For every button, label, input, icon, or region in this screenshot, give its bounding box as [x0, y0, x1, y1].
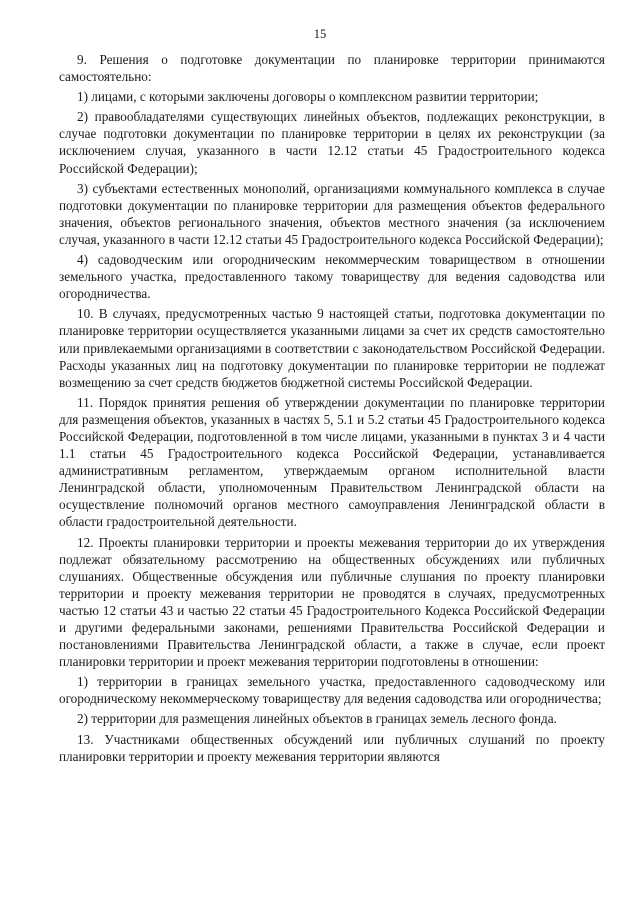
paragraph-10: 10. В случаях, предусмотренных частью 9 настоящей статьи, подготовка документации по планировке территории осуществляется указанными лицами за счет их средств самостоятельно или привлекаемыми организациями в соответствии с законодательством Российской Федерации. Расходы указанных лиц на подготовку документации по планировке территории не подлежат возмещению за счет средств бюджетов бюджетной системы Российской Федерации.	[59, 306, 605, 390]
paragraph-13: 13. Участниками общественных обсуждений или публичных слушаний по проекту планировки территории и проекту межевания территории являются	[59, 731, 605, 764]
paragraph-12-item-1: 1) территории в границах земельного участка, предоставленного садоводческому или огородническому некоммерческому товариществу для ведения садоводства или огородничества;	[59, 674, 605, 707]
paragraph-9-item-1: 1) лицами, с которыми заключены договоры о комплексном развитии территории;	[77, 89, 539, 105]
paragraph-9: 9. Решения о подготовке документации по планировке территории принимаются самостоятельно:	[59, 52, 605, 85]
paragraph-12: 12. Проекты планировки территории и проекты межевания территории до их утверждения подлежат обязательному рассмотрению на общественных обсуждениях или публичных слушаниях. Общественные обсуждения или публичные слушания по проекту планировки территории и проекту межевания территории не проводятся в случаях, предусмотренных частью 12 статьи 43 и частью 22 статьи 45 Градостроительного Кодекса Российской Федерации и другими федеральными законами, решениями Правительства Российской Федерации и постановлениями Правительства Ленинградской области, а также в случае, если проект планировки территории и проект межевания территории подготовлены в отношении:	[59, 534, 605, 670]
paragraph-9-item-4: 4) садоводческим или огородническим некоммерческим товариществом в отношении земельного участка, предоставленного такому товариществу для ведения садоводства или огородничества.	[59, 252, 605, 302]
paragraph-12-item-2: 2) территории для размещения линейных объектов в границах земель лесного фонда.	[77, 711, 557, 727]
page-number: 15	[313, 27, 327, 41]
paragraph-9-item-2: 2) правообладателями существующих линейных объектов, подлежащих реконструкции, в случае подготовки документации по планировке территории в целях их реконструкции (за исключением случая, указанного в части 12.12 статьи 45 Градостроительного кодекса Российской Федерации);	[59, 109, 605, 176]
paragraph-9-item-3: 3) субъектами естественных монополий, организациями коммунального комплекса в случае подготовки документации по планировке территории для размещения объектов федерального значения, объектов регионального значения, объектов местного значения (за исключением случая, указанного в части 12.12 статьи 45 Градостроительного кодекса Российской Федерации);	[59, 180, 605, 247]
paragraph-11: 11. Порядок принятия решения об утверждении документации по планировке территории для размещения объектов, указанных в частях 5, 5.1 и 5.2 статьи 45 Градостроительного кодекса Российской Федерации, подготовленной в том числе лицами, указанными в пунктах 3 и 4 части 1.1 статьи 45 Градостроительного кодекса Российской Федерации, устанавливается административным регламентом, утверждаемым органом исполнительной власти Ленинградской области, уполномоченным Правительством Ленинградской области на осуществление полномочий органов местного самоуправления Ленинградской области в области градостроительной деятельности.	[59, 394, 605, 530]
document-body	[59, 51, 605, 768]
